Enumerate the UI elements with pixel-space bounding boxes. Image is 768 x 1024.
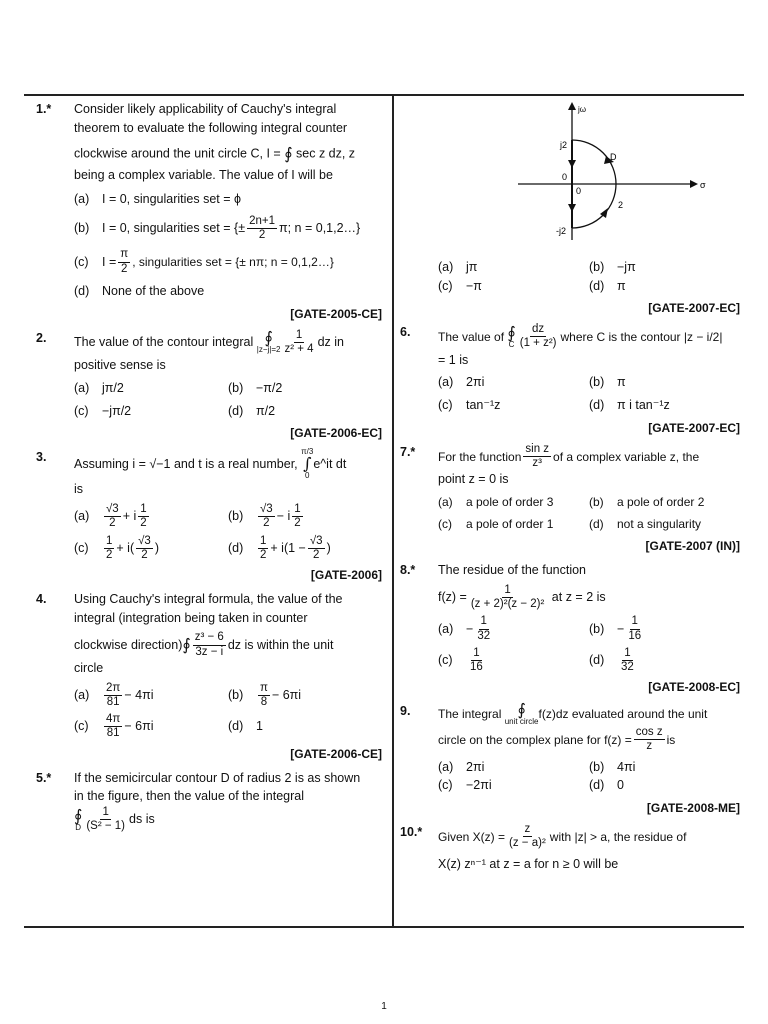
fraction: $\frac{\text{sin z}}{\text{z³}}$ bbox=[525, 442, 550, 470]
option-a: (a) I = 0, singularities set = ϕ bbox=[74, 192, 242, 207]
question-text: Consider likely applicability of Cauchy's integral bbox=[74, 102, 337, 116]
question-3: 3. Assuming i = √−1 and t is a real number, π/3 ∫ 0 e^it dt is (a) $\frac{√3}{2}$ + i $\frac{1}{2}$ (b) $\frac{√3}{2}$ − i $\frac{1}{2}$ (c) $\frac{1}{2}$ + i( $\frac{√3}{2}$ ) (d) $\frac{1}{2}$ + i(1 − $\frac{√3}{2}$ ) [GATE-2006] bbox=[36, 447, 382, 582]
options-row bbox=[438, 277, 740, 296]
label-0: 0 bbox=[562, 172, 568, 182]
contour-figure bbox=[400, 100, 740, 250]
exam-tag: [GATE-2006-EC] bbox=[290, 426, 382, 441]
option-c: (c) $\frac{1}{2}$ + i( $\frac{√3}{2}$ ) bbox=[74, 534, 160, 561]
option-a: (a) a pole of order 3 bbox=[438, 495, 554, 510]
exam-tag: [GATE-2007-EC] bbox=[648, 420, 740, 435]
option-c: (c) −jπ/2 bbox=[74, 403, 132, 418]
option-d: (d) π/2 bbox=[228, 403, 276, 418]
exam-tag: [GATE-2008-EC] bbox=[648, 680, 740, 695]
fraction: $\frac{1}{\text{(z + 2)²(z − 2)²}}$ bbox=[470, 583, 545, 611]
axis-y-label: jω bbox=[578, 105, 587, 114]
fraction: $\frac{2n+1}{2}$ bbox=[249, 215, 275, 242]
question-10: 10.* Given X(z) = $\frac{z}{\text{(z − a)²}}$ with |z| > a, the residue of X(z) zⁿ⁻¹ at z = a for n ≥ 0 will be bbox=[400, 823, 687, 871]
option-c: (c) I = $\frac{\pi}{2}$ , singularities set = {± nπ; n = 0,1,2…} bbox=[74, 248, 334, 275]
fraction: $\frac{1}{\text{z² + 4}}$ bbox=[284, 328, 314, 355]
label-2: 2 bbox=[618, 200, 624, 210]
label-D: D bbox=[610, 152, 617, 162]
fraction: $\frac{\text{z³ − 6}}{3z - i}$ bbox=[194, 631, 224, 658]
option-d: (d) $\frac{1}{32}$ bbox=[589, 646, 634, 673]
fraction: $\frac{\pi}{2}$ bbox=[120, 248, 129, 275]
option-d: (d) $\frac{1}{2}$ + i(1 − $\frac{√3}{2}$ ) bbox=[228, 534, 331, 561]
axis-x-label: σ bbox=[700, 180, 706, 190]
contour-integral: ∮ D bbox=[74, 805, 83, 832]
definite-integral: π/3 ∫ 0 bbox=[301, 447, 314, 481]
options-row bbox=[438, 396, 740, 415]
option-c: (c) −2πi bbox=[438, 778, 492, 793]
question-2: 2. The value of the contour integral ∮ |z−j|=2 $\frac{1}{\text{z² + 4}}$ dz in positive sense is (a) jπ/2 (b) −π/2 (c) −jπ/2 (d) π/2 [GATE-2006-EC] bbox=[36, 328, 382, 441]
question-number: 4. bbox=[36, 591, 47, 606]
option-d: (d) π bbox=[589, 278, 626, 293]
option-d: (d) 0 bbox=[589, 778, 624, 793]
question-text: sec z dz, z bbox=[296, 145, 356, 160]
question-9: 9. The integral ∮ unit circle f(z)dz evaluated around the unit circle on the complex plane for f(z) = $\frac{\text{cos z}}{z}$ is (a) 2πi (b) 4πi (c) −2πi (d) 0 [GATE-2008-ME] bbox=[400, 700, 740, 816]
options-row bbox=[438, 615, 740, 642]
options-row bbox=[438, 258, 740, 277]
contour-integral: ∮ |z−j|=2 bbox=[256, 328, 281, 355]
option-c: (c) $\frac{4\pi}{81}$ − 6πi bbox=[74, 713, 154, 740]
option-a: (a) $\frac{2\pi}{81}$ − 4πi bbox=[74, 681, 154, 708]
question-6: 6. The value of ∮ C $\frac{dz}{\text{(1 + z²)}}$ where C is the contour |z − i/2| = 1 is (a) 2πi (b) π (c) tan⁻¹z (d) π i tan⁻¹z [GATE-2007-EC] bbox=[400, 322, 740, 435]
option-b: (b) −π/2 bbox=[228, 380, 283, 395]
options-row bbox=[438, 758, 740, 777]
question-5-options bbox=[400, 258, 740, 318]
options-row bbox=[438, 515, 740, 533]
option-d: (d) not a singularity bbox=[589, 517, 702, 532]
axis-arrow-icon bbox=[690, 180, 698, 188]
question-number: 3. bbox=[36, 450, 47, 465]
option-b: (b) $\frac{\pi}{8}$ − 6πi bbox=[228, 681, 302, 708]
question-number: 10.* bbox=[400, 825, 423, 840]
question-text: clockwise around the unit circle C, I = bbox=[74, 145, 281, 160]
option-b: (b) $\frac{√3}{2}$ − i $\frac{1}{2}$ bbox=[228, 503, 301, 530]
question-5: 5.* If the semicircular contour D of radius 2 is as shown in the figure, then the value of the integral ∮ D $\frac{1}{\text{(S² − 1)}}$ ds is bbox=[36, 770, 361, 833]
exam-tag: [GATE-2006] bbox=[310, 567, 382, 582]
option-b: (b) a pole of order 2 bbox=[589, 495, 705, 510]
contour-integral-symbol: ∮ bbox=[284, 143, 293, 163]
contour-integral-symbol: ∮ bbox=[182, 635, 191, 655]
option-a: (a) jπ/2 bbox=[74, 380, 124, 395]
label-minus-j2: -j2 bbox=[556, 226, 567, 236]
axis-arrow-icon bbox=[568, 102, 576, 110]
fraction: $\frac{dz}{\text{(1 + z²)}}$ bbox=[519, 323, 557, 350]
question-8: 8.* The residue of the function f(z) = $\frac{1}{\text{(z + 2)²(z − 2)²}}$ at z = 2 is (a) − $\frac{1}{32}$ (b) − $\frac{1}{16}$ (c) $\frac{1}{16}$ (d) $\frac{1}{32}$ [GATE-2008-EC] bbox=[400, 563, 740, 695]
right-column bbox=[400, 100, 740, 879]
label-j2: j2 bbox=[560, 140, 568, 150]
options-row bbox=[74, 713, 382, 740]
options-row bbox=[438, 493, 740, 511]
fraction: $\frac{1}{\text{(S² − 1)}}$ bbox=[86, 806, 126, 833]
option-a: (a) − $\frac{1}{32}$ bbox=[438, 615, 491, 642]
option-a: (a) 2πi bbox=[438, 375, 485, 390]
option-c: (c) −π bbox=[438, 278, 482, 293]
question-number: 7.* bbox=[400, 444, 416, 459]
bottom-rule bbox=[24, 926, 744, 928]
options-row bbox=[438, 647, 740, 674]
question-text: theorem to evaluate the following integral counter bbox=[74, 120, 348, 135]
option-d: (d) None of the above bbox=[74, 283, 205, 298]
options-row bbox=[438, 373, 740, 392]
options-row bbox=[74, 379, 382, 398]
question-number: 8.* bbox=[400, 563, 416, 578]
exam-tag: [GATE-2007 (IN)] bbox=[645, 539, 740, 554]
option-d: (d) π i tan⁻¹z bbox=[589, 398, 670, 413]
fraction: $\frac{\text{cos z}}{z}$ bbox=[635, 726, 663, 753]
option-c: (c) tan⁻¹z bbox=[438, 398, 501, 413]
column-divider bbox=[392, 94, 394, 926]
option-b: (b) I = 0, singularities set = {± $\frac{2n+1}{2}$ π; n = 0,1,2…} bbox=[74, 215, 361, 242]
exam-tag: [GATE-2005-CE] bbox=[290, 306, 382, 321]
contour-integral: ∮ C bbox=[507, 322, 516, 349]
option-b: (b) π bbox=[589, 375, 626, 390]
option-a: (a) jπ bbox=[438, 259, 478, 274]
exam-tag: [GATE-2006-CE] bbox=[290, 746, 382, 761]
option-a: (a) 2πi bbox=[438, 759, 485, 774]
options-row bbox=[74, 402, 382, 421]
question-number: 9. bbox=[400, 704, 411, 719]
option-b: (b) −jπ bbox=[589, 259, 636, 274]
question-number: 1.* bbox=[36, 102, 52, 116]
option-b: (b) 4πi bbox=[589, 759, 636, 774]
options-row bbox=[438, 776, 740, 795]
exam-tag: [GATE-2007-EC] bbox=[648, 301, 740, 316]
options-row bbox=[74, 682, 382, 709]
fraction: $\frac{z}{\text{(z − a)²}}$ bbox=[509, 823, 546, 850]
direction-arrow-icon bbox=[568, 204, 576, 212]
question-text: being a complex variable. The value of I will be bbox=[74, 167, 333, 182]
label-0: 0 bbox=[576, 186, 582, 196]
option-a: (a) $\frac{√3}{2}$ + i $\frac{1}{2}$ bbox=[74, 503, 147, 530]
option-d: (d) 1 bbox=[228, 719, 263, 734]
top-rule bbox=[24, 94, 744, 96]
direction-arrow-icon bbox=[568, 160, 576, 168]
left-column bbox=[36, 100, 382, 839]
option-c: (c) $\frac{1}{16}$ bbox=[438, 646, 483, 673]
question-number: 6. bbox=[400, 325, 411, 340]
question-7: 7.* For the function $\frac{\text{sin z}}{\text{z³}}$ of a complex variable z, the point z = 0 is (a) a pole of order 3 (b) a pole of order 2 (c) a pole of order 1 (d) not a singularity [GATE-2007 (IN)] bbox=[400, 442, 740, 554]
question-number: 5.* bbox=[36, 770, 52, 785]
option-c: (c) a pole of order 1 bbox=[438, 517, 554, 532]
option-b: (b) − $\frac{1}{16}$ bbox=[589, 615, 642, 642]
options-row bbox=[74, 503, 382, 530]
question-1 bbox=[36, 100, 382, 323]
options-row bbox=[74, 535, 382, 562]
page-number: 1 bbox=[381, 1001, 387, 1012]
exam-tag: [GATE-2008-ME] bbox=[646, 801, 740, 816]
question-number: 2. bbox=[36, 330, 47, 345]
contour-integral: ∮ unit circle bbox=[504, 700, 539, 727]
question-4: 4. Using Cauchy's integral formula, the value of the integral (integration being taken in counter clockwise direction) ∮ $\frac{\text{z³ − 6}}{3z - i}$ dz is within the unit circle (a) $\frac{2\pi}{81}$ − 4πi (b) $\frac{\pi}{8}$ − 6πi (c) $\frac{4\pi}{81}$ − 6πi (d) 1 [GATE-2006-CE] bbox=[36, 591, 382, 761]
